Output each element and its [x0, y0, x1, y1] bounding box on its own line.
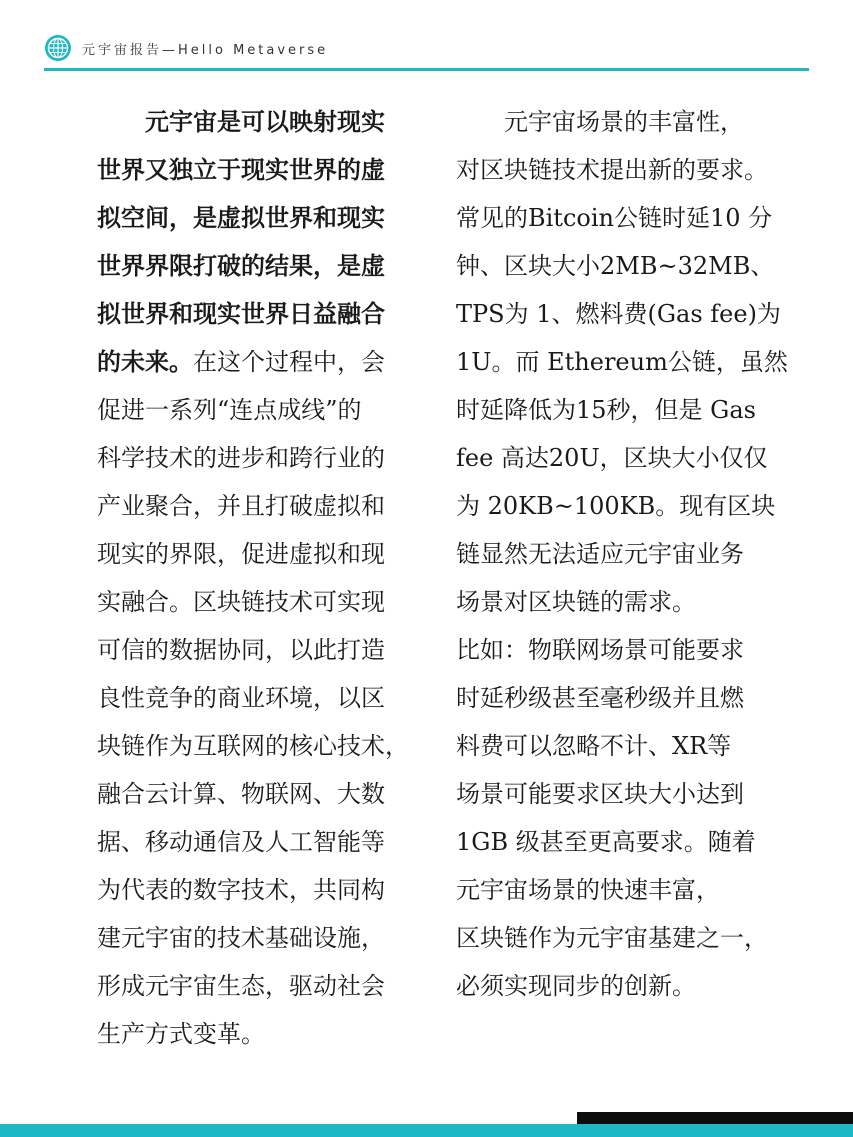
left-body-text: 在这个过程中，会 促进一系列“连点成线”的 科学技术的进步和跨行业的 产业聚合，并且打破虚拟和 现实的界限，促进虚拟和现 实融合。区块链技术可实现 可信的数据协同，以此打造 良性竞争的商业环境，以区 块链作为互联网的核心技术， 融合云计算、物联网、大数 据、移动通信及人工智能等 为代表的数字技术，共同构 建元宇宙的技术基础设施， 形成元宇宙生态，驱动社会 生产方式变革。 [97, 348, 409, 1048]
footer-teal-bar [0, 1124, 853, 1137]
page-header [44, 32, 328, 64]
right-column [456, 98, 816, 1010]
right-paragraph-2: 比如：物联网场景可能要求 时延秒级甚至毫秒级并且燃 料费可以忽略不计、XR等 场景可能要求区块大小达到 1GB 级甚至更高要求。随着 元宇宙场景的快速丰富， 区块链作为元宇宙基建之一， 必须实现同步的创新。 [456, 636, 768, 1000]
header-title: 元宇宙报告—Hello Metaverse [82, 42, 329, 58]
left-bold-lead: 元宇宙是可以映射现实 世界又独立于现实世界的虚 拟空间，是虚拟世界和现实 世界界限打破的结果，是虚 拟世界和现实世界日益融合 的未来。 [97, 107, 385, 376]
header-divider [44, 68, 809, 71]
footer-black-bar [577, 1112, 853, 1124]
globe-grid-icon [44, 34, 72, 62]
right-paragraph-1: 元宇宙场景的丰富性， 对区块链技术提出新的要求。 常见的Bitcoin公链时延10 分 钟、区块大小2MB~32MB、 TPS为 1、燃料费(Gas fee)为 1U。而 Ethereum公链，虽然 时延降低为15秒，但是 Gas fee 高达20U，区块大小仅仅 为 20KB~100KB。现有区块 链显然无法适应元宇宙业务 场景对区块链的需求。 [456, 108, 788, 616]
left-paragraph [97, 98, 442, 1058]
left-column [97, 98, 442, 1058]
